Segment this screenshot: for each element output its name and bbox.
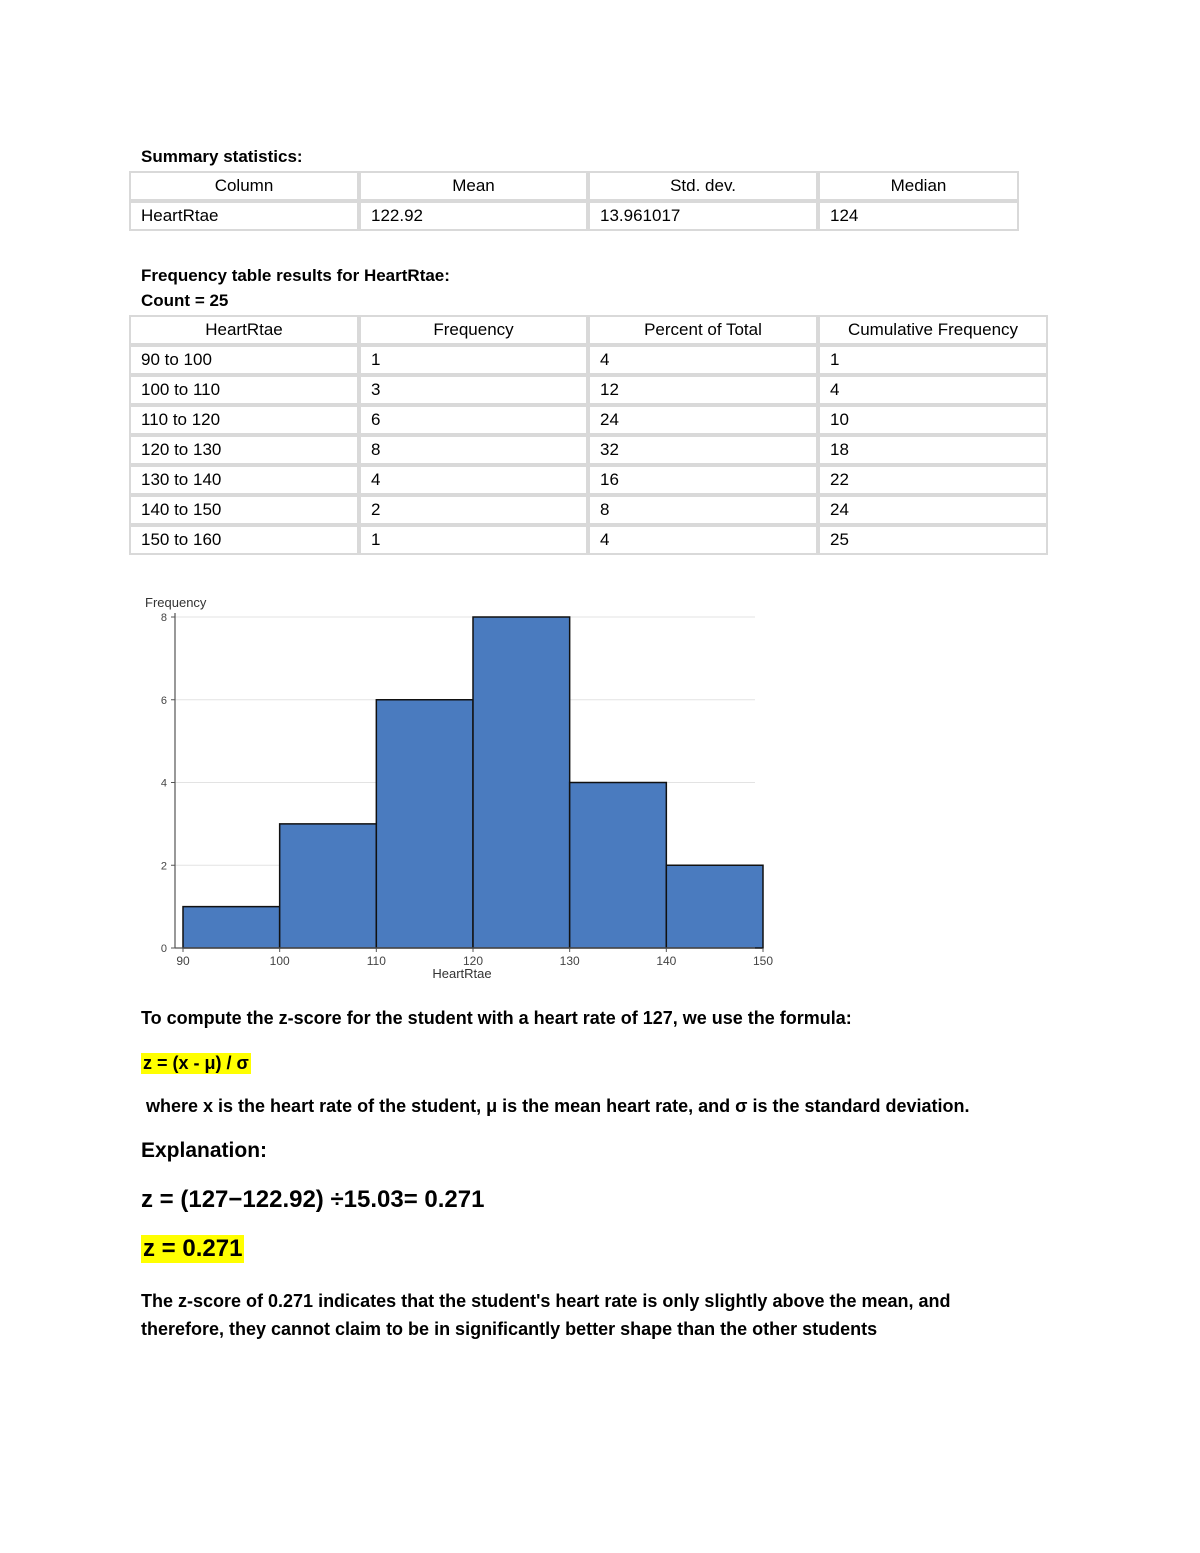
frequency-count: Count = 25 xyxy=(141,291,229,310)
x-tick-label: 120 xyxy=(462,954,484,968)
histogram-bar xyxy=(183,907,280,948)
summary-header-mean: Mean xyxy=(359,171,588,201)
y-tick-label: 8 xyxy=(160,612,167,624)
summary-header-stddev: Std. dev. xyxy=(588,171,818,201)
explanation-heading: Explanation: xyxy=(141,1139,268,1162)
summary-header-row xyxy=(129,171,1019,201)
table-row xyxy=(129,525,1048,555)
formula-highlight: z = (x - μ) / σ xyxy=(143,1053,249,1073)
x-tick-label: 110 xyxy=(366,954,386,968)
frequency-header-frequency: Frequency xyxy=(359,315,588,345)
frequency-table xyxy=(129,315,1048,555)
cumulative-cell: 10 xyxy=(818,405,1048,435)
percent-cell: 24 xyxy=(588,405,818,435)
frequency-header-row xyxy=(129,315,1048,345)
table-row xyxy=(129,465,1048,495)
cumulative-cell: 1 xyxy=(818,345,1048,375)
histogram-chart xyxy=(130,590,774,985)
summary-cell-mean: 122.92 xyxy=(359,201,588,231)
histogram-bar xyxy=(570,783,667,949)
cumulative-cell: 22 xyxy=(818,465,1048,495)
histogram-bar xyxy=(280,824,377,948)
y-tick-label: 0 xyxy=(160,943,167,955)
histogram-bar xyxy=(376,700,473,948)
frequency-cell: 4 xyxy=(359,465,588,495)
x-tick-label: 100 xyxy=(269,954,290,968)
x-tick-label: 130 xyxy=(559,954,580,968)
frequency-cell: 8 xyxy=(359,435,588,465)
histogram-bar xyxy=(473,617,570,948)
cumulative-cell: 24 xyxy=(818,495,1048,525)
y-tick-label: 4 xyxy=(160,777,167,790)
y-tick-label: 2 xyxy=(160,860,167,873)
table-row xyxy=(129,405,1048,435)
range-cell: 100 to 110 xyxy=(129,375,359,405)
range-cell: 110 to 120 xyxy=(129,405,359,435)
summary-row xyxy=(129,201,1019,231)
y-axis-label: Frequency xyxy=(145,595,207,610)
summary-cell-stddev: 13.961017 xyxy=(588,201,818,231)
frequency-header-cumulative: Cumulative Frequency xyxy=(818,315,1048,345)
frequency-cell: 2 xyxy=(359,495,588,525)
range-cell: 150 to 160 xyxy=(129,525,359,555)
range-cell: 140 to 150 xyxy=(129,495,359,525)
result-highlight: z = 0.271 xyxy=(143,1235,243,1262)
percent-cell: 4 xyxy=(588,525,818,555)
x-tick-label: 150 xyxy=(752,954,774,968)
summary-cell-median: 124 xyxy=(818,201,1019,231)
table-row xyxy=(129,345,1048,375)
frequency-cell: 3 xyxy=(359,375,588,405)
table-row xyxy=(129,375,1048,405)
frequency-header-range: HeartRtae xyxy=(129,315,359,345)
y-tick-label: 6 xyxy=(160,694,167,707)
range-cell: 120 to 130 xyxy=(129,435,359,465)
percent-cell: 8 xyxy=(588,495,818,525)
frequency-cell: 1 xyxy=(359,345,588,375)
frequency-cell: 6 xyxy=(359,405,588,435)
cumulative-cell: 4 xyxy=(818,375,1048,405)
range-cell: 130 to 140 xyxy=(129,465,359,495)
x-tick-label: 90 xyxy=(176,954,190,968)
conclusion-line-2: therefore, they cannot claim to be in significantly better shape than the other students xyxy=(141,1319,878,1339)
calculation-text: z = (127−122.92) ÷15.03= 0.271 xyxy=(141,1186,485,1213)
summary-heading: Summary statistics: xyxy=(141,147,303,166)
percent-cell: 4 xyxy=(588,345,818,375)
percent-cell: 32 xyxy=(588,435,818,465)
intro-text: To compute the z-score for the student with a heart rate of 127, we use the formula: xyxy=(141,1008,852,1028)
table-row xyxy=(129,435,1048,465)
x-axis-label: HeartRtae xyxy=(432,966,492,981)
histogram-bar xyxy=(666,865,763,948)
table-row xyxy=(129,495,1048,525)
where-text: where x is the heart rate of the student, μ is the mean heart rate, and σ is the standard deviation. xyxy=(141,1096,970,1116)
frequency-heading: Frequency table results for HeartRtae: xyxy=(141,266,450,285)
percent-cell: 16 xyxy=(588,465,818,495)
cumulative-cell: 25 xyxy=(818,525,1048,555)
conclusion-line-1: The z-score of 0.271 indicates that the student's heart rate is only slightly above the mean, and xyxy=(141,1291,951,1311)
summary-cell-column: HeartRtae xyxy=(129,201,359,231)
summary-table xyxy=(129,171,1019,231)
x-tick-label: 140 xyxy=(656,954,677,968)
frequency-cell: 1 xyxy=(359,525,588,555)
summary-header-column: Column xyxy=(129,171,359,201)
range-cell: 90 to 100 xyxy=(129,345,359,375)
summary-header-median: Median xyxy=(818,171,1019,201)
percent-cell: 12 xyxy=(588,375,818,405)
cumulative-cell: 18 xyxy=(818,435,1048,465)
frequency-header-percent: Percent of Total xyxy=(588,315,818,345)
